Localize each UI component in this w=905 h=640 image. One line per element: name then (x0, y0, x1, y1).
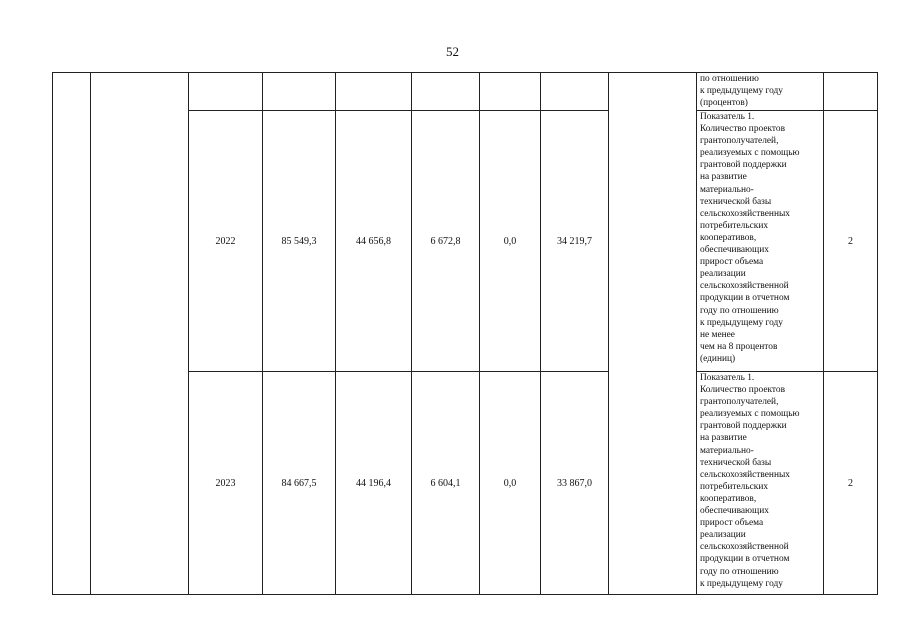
empty-cell (336, 73, 412, 111)
empty-cell-name (91, 73, 189, 595)
empty-cell-executor (609, 73, 697, 595)
empty-cell (189, 73, 263, 111)
value-federal: 44 196,4 (336, 372, 412, 595)
year-cell: 2023 (189, 372, 263, 595)
value-regional: 6 604,1 (412, 372, 480, 595)
indicator-cell-header: по отношению к предыдущему году (процентов) (697, 73, 824, 111)
target-value-cell: 2 (824, 372, 878, 595)
value-other: 34 219,7 (541, 111, 609, 372)
empty-cell (480, 73, 541, 111)
indicator-cell: Показатель 1. Количество проектов грантополучателей, реализуемых с помощью грантовой поддержки на развитие материально- технической базы сельскохозяйственных потребительских кооперативов, обеспечивающих прирост объема реализации сельскохозяйственной продукции в отчетном году по отношению к предыдущему году (697, 372, 824, 595)
empty-cell-number (53, 73, 91, 595)
empty-cell (824, 73, 878, 111)
value-regional: 6 672,8 (412, 111, 480, 372)
value-total: 85 549,3 (263, 111, 336, 372)
empty-cell (541, 73, 609, 111)
value-federal: 44 656,8 (336, 111, 412, 372)
indicator-cell: Показатель 1. Количество проектов грантополучателей, реализуемых с помощью грантовой поддержки на развитие материально- технической базы сельскохозяйственных потребительских кооперативов, обеспечивающих прирост объема реализации сельскохозяйственной продукции в отчетном году по отношению к предыдущему году не менее чем на 8 процентов (единиц) (697, 111, 824, 372)
page-number: 52 (446, 44, 459, 59)
value-local: 0,0 (480, 372, 541, 595)
value-total: 84 667,5 (263, 372, 336, 595)
empty-cell (263, 73, 336, 111)
target-value-cell: 2 (824, 111, 878, 372)
year-cell: 2022 (189, 111, 263, 372)
value-other: 33 867,0 (541, 372, 609, 595)
table-row-header-continuation (53, 73, 878, 111)
empty-cell (412, 73, 480, 111)
value-local: 0,0 (480, 111, 541, 372)
budget-indicator-table (52, 72, 878, 595)
